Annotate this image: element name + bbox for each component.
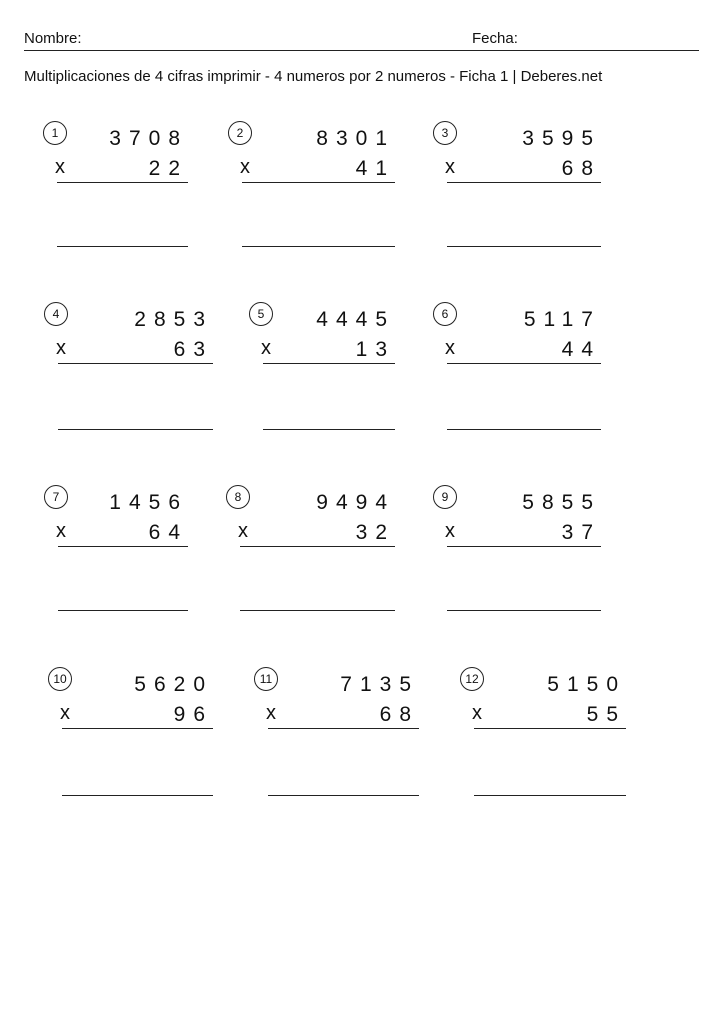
answer-line bbox=[263, 429, 395, 430]
worksheet-title: Multiplicaciones de 4 cifras imprimir - 4 numeros por 2 numeros - Ficha 1 | Deberes.net bbox=[24, 68, 603, 85]
multiplier: 64 bbox=[148, 521, 188, 544]
times-sign: x bbox=[56, 337, 66, 359]
multiplier: 96 bbox=[173, 703, 213, 726]
times-sign: x bbox=[266, 702, 276, 724]
answer-line bbox=[57, 246, 188, 247]
multiplicand: 2853 bbox=[134, 308, 213, 331]
answer-line bbox=[268, 795, 419, 796]
multiplier: 41 bbox=[355, 157, 395, 180]
multiplier: 68 bbox=[379, 703, 419, 726]
times-sign: x bbox=[60, 702, 70, 724]
multiplier: 37 bbox=[561, 521, 601, 544]
multiplier: 68 bbox=[561, 157, 601, 180]
problem-9 bbox=[433, 485, 601, 616]
operation-line bbox=[62, 728, 213, 729]
times-sign: x bbox=[472, 702, 482, 724]
problem-number: 8 bbox=[226, 485, 250, 509]
times-sign: x bbox=[55, 156, 65, 178]
operation-line bbox=[268, 728, 419, 729]
answer-line bbox=[58, 429, 213, 430]
multiplicand: 5117 bbox=[523, 308, 601, 331]
answer-line bbox=[240, 610, 395, 611]
answer-line bbox=[447, 246, 601, 247]
operation-line bbox=[447, 182, 601, 183]
multiplier: 13 bbox=[355, 338, 395, 361]
answer-line bbox=[242, 246, 395, 247]
operation-line bbox=[240, 546, 395, 547]
problem-12 bbox=[460, 667, 626, 801]
times-sign: x bbox=[445, 520, 455, 542]
problem-8 bbox=[226, 485, 395, 616]
operation-line bbox=[57, 182, 188, 183]
multiplicand: 8301 bbox=[316, 127, 395, 150]
multiplicand: 3708 bbox=[109, 127, 188, 150]
operation-line bbox=[474, 728, 626, 729]
problem-10 bbox=[48, 667, 213, 801]
problem-2 bbox=[228, 121, 395, 252]
problem-1 bbox=[43, 121, 188, 252]
multiplicand: 7135 bbox=[340, 673, 419, 696]
problem-4 bbox=[44, 302, 213, 435]
operation-line bbox=[447, 546, 601, 547]
multiplicand: 5150 bbox=[547, 673, 626, 696]
multiplier: 63 bbox=[173, 338, 213, 361]
multiplicand: 4445 bbox=[316, 308, 395, 331]
problem-11 bbox=[254, 667, 419, 801]
problem-5 bbox=[249, 302, 395, 435]
answer-line bbox=[447, 610, 601, 611]
problem-6 bbox=[433, 302, 601, 435]
operation-line bbox=[58, 546, 188, 547]
times-sign: x bbox=[445, 337, 455, 359]
problem-number: 2 bbox=[228, 121, 252, 145]
multiplicand: 5620 bbox=[134, 673, 213, 696]
multiplier: 32 bbox=[355, 521, 395, 544]
problem-number: 7 bbox=[44, 485, 68, 509]
multiplicand: 3595 bbox=[522, 127, 601, 150]
problem-number: 10 bbox=[48, 667, 72, 691]
multiplier: 44 bbox=[561, 338, 601, 361]
answer-line bbox=[58, 610, 188, 611]
operation-line bbox=[447, 363, 601, 364]
times-sign: x bbox=[240, 156, 250, 178]
problem-number: 11 bbox=[254, 667, 278, 691]
problem-number: 12 bbox=[460, 667, 484, 691]
problem-number: 1 bbox=[43, 121, 67, 145]
name-label: Nombre: bbox=[24, 30, 82, 47]
problem-number: 6 bbox=[433, 302, 457, 326]
answer-line bbox=[474, 795, 626, 796]
problem-7 bbox=[44, 485, 188, 616]
problem-number: 5 bbox=[249, 302, 273, 326]
times-sign: x bbox=[261, 337, 271, 359]
multiplicand: 9494 bbox=[316, 491, 395, 514]
multiplier: 22 bbox=[148, 157, 188, 180]
times-sign: x bbox=[445, 156, 455, 178]
answer-line bbox=[62, 795, 213, 796]
problem-number: 4 bbox=[44, 302, 68, 326]
operation-line bbox=[58, 363, 213, 364]
times-sign: x bbox=[56, 520, 66, 542]
answer-line bbox=[447, 429, 601, 430]
multiplicand: 1456 bbox=[109, 491, 188, 514]
multiplier: 55 bbox=[586, 703, 626, 726]
header-row bbox=[24, 30, 699, 51]
multiplicand: 5855 bbox=[522, 491, 601, 514]
date-label: Fecha: bbox=[472, 30, 518, 47]
problem-3 bbox=[433, 121, 601, 252]
problem-number: 3 bbox=[433, 121, 457, 145]
times-sign: x bbox=[238, 520, 248, 542]
problem-number: 9 bbox=[433, 485, 457, 509]
operation-line bbox=[242, 182, 395, 183]
operation-line bbox=[263, 363, 395, 364]
